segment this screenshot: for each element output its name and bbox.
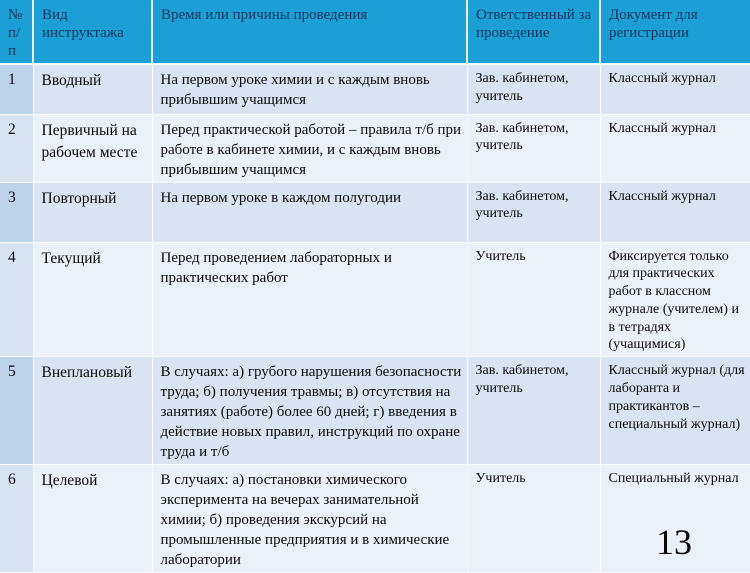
cell-type: Внеплановый xyxy=(33,357,152,465)
table-row xyxy=(0,465,750,573)
cell-document: Фиксируется только для практических работ в классном журнале (учителем) и в тетрадях (учащимися) xyxy=(600,242,750,357)
table-row xyxy=(0,242,750,357)
header-row xyxy=(0,0,750,64)
cell-responsible: Зав. кабинетом, учитель xyxy=(467,64,600,114)
table-body xyxy=(0,64,750,573)
column-header-responsible: Ответственный за проведение xyxy=(467,0,600,64)
cell-type: Вводный xyxy=(33,64,152,114)
cell-type: Первичный на рабочем месте xyxy=(33,114,152,182)
table-header xyxy=(0,0,750,64)
cell-time: Перед практической работой – правила т/б при работе в кабинете химии, и с каждым вновь прибывшим учащимся xyxy=(152,114,467,182)
table-row xyxy=(0,114,750,182)
table-row xyxy=(0,64,750,114)
cell-time: В случаях: а) постановки химического эксперимента на вечерах занимательной химии; б) проведения экскурсий на промышленные предприятия и в химические лаборатории xyxy=(152,465,467,573)
page-number: 13 xyxy=(656,522,692,562)
cell-number: 2 xyxy=(0,114,33,182)
cell-time: В случаях: а) грубого нарушения безопасности труда; б) получения травмы; в) отсутствия на занятиях (работе) более 60 дней; г) введения в действие новых правил, инструкций по охране труда и т/б xyxy=(152,357,467,465)
column-header-type: Вид инструктажа xyxy=(33,0,152,64)
cell-document: Классный журнал xyxy=(600,114,750,182)
cell-number: 4 xyxy=(0,242,33,357)
column-header-time: Время или причины проведения xyxy=(152,0,467,64)
cell-number: 6 xyxy=(0,465,33,573)
column-header-document: Документ для регистрации xyxy=(600,0,750,64)
table-row xyxy=(0,182,750,242)
cell-responsible: Зав. кабинетом, учитель xyxy=(467,182,600,242)
cell-type: Повторный xyxy=(33,182,152,242)
table-row xyxy=(0,357,750,465)
cell-number: 3 xyxy=(0,182,33,242)
cell-time: На первом уроке химии и с каждым вновь прибывшим учащимся xyxy=(152,64,467,114)
cell-time: На первом уроке в каждом полугодии xyxy=(152,182,467,242)
cell-type: Текущий xyxy=(33,242,152,357)
cell-document: Классный журнал (для лаборанта и практикантов – специальный журнал) xyxy=(600,357,750,465)
cell-time: Перед проведением лабораторных и практических работ xyxy=(152,242,467,357)
cell-responsible: Учитель xyxy=(467,465,600,573)
cell-document: Специальный журнал xyxy=(600,465,750,573)
column-header-number: № п/п xyxy=(0,0,33,64)
cell-document: Классный журнал xyxy=(600,64,750,114)
cell-number: 5 xyxy=(0,357,33,465)
cell-responsible: Зав. кабинетом, учитель xyxy=(467,357,600,465)
cell-type: Целевой xyxy=(33,465,152,573)
cell-responsible: Учитель xyxy=(467,242,600,357)
cell-number: 1 xyxy=(0,64,33,114)
cell-document: Классный журнал xyxy=(600,182,750,242)
cell-responsible: Зав. кабинетом, учитель xyxy=(467,114,600,182)
